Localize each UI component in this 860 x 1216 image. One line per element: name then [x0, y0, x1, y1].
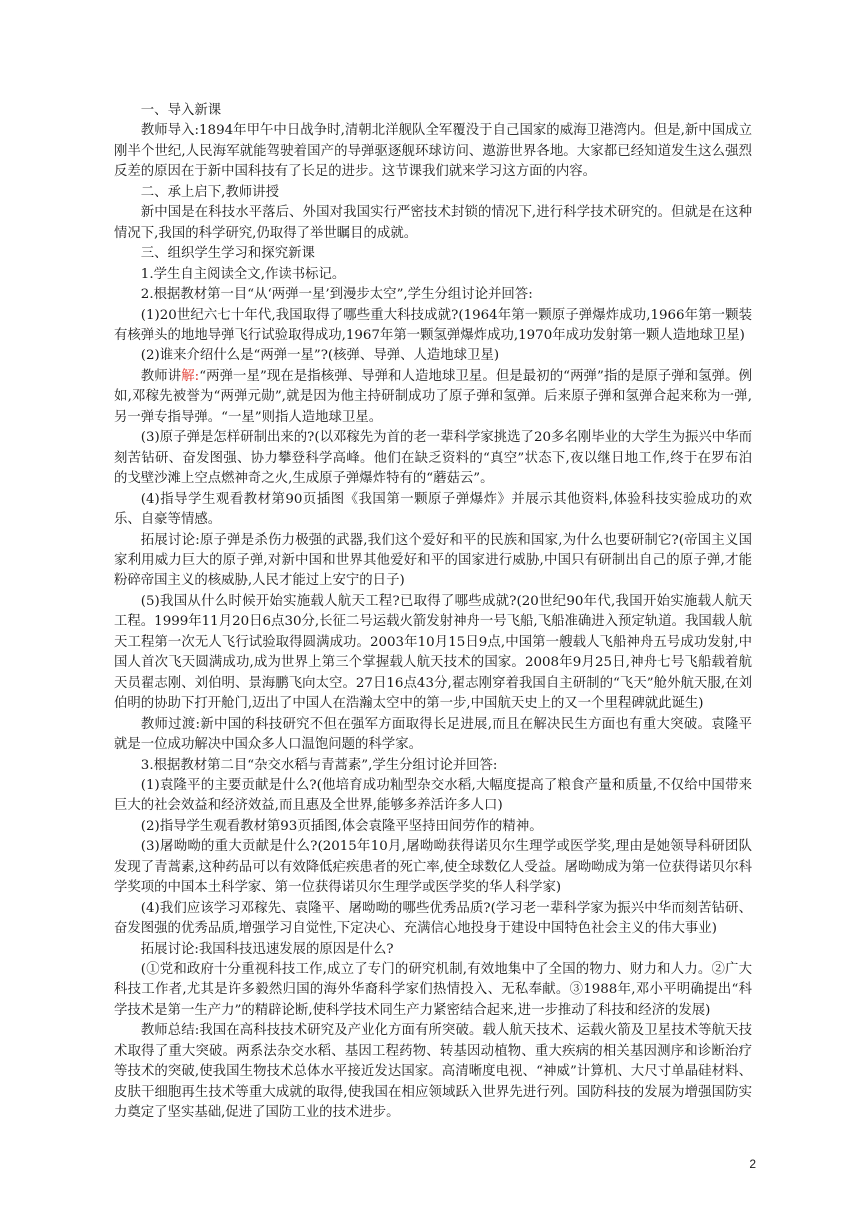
section-heading-transition: 二、承上启下,教师讲授: [140, 184, 279, 200]
extended-discussion-1: 拓展讨论:原子弹是杀伤力极强的武器,我们这个爱好和平的民族和国家,为什么也要研制它?(帝国主义国家利用威力巨大的原子弹,对新中国和世界其他爱好和平的国家进行威胁,中国只有研制出自己的原子弹,才能粉碎帝国主义的核威胁,人民才能过上安宁的日子): [114, 532, 752, 589]
section-heading-intro: 一、导入新课: [140, 103, 222, 118]
page-number: 2: [749, 1157, 756, 1171]
question-3-3: (3)屠呦呦的重大贡献是什么?(2015年10月,屠呦呦获得诺贝尔生理学或医学奖,理由是她领导科研团队发现了青蒿素,这种药品可以有效降低疟疾患者的死亡率,使全球数亿人受益。屠呦呦成为第一位获得诺贝尔科学奖项的中国本土科学家、第一位获得诺贝尔生理学或医学奖的华人科学家): [114, 839, 752, 896]
section-heading-new-lesson: 三、组织学生学习和探究新课: [140, 246, 315, 262]
question-4: (4)指导学生观看教材第90页插图《我国第一颗原子弹爆炸》并展示其他资料,体验科技实验成功的欢乐、自豪等情感。: [114, 491, 752, 528]
teacher-explanation-text: “两弹一星”现在是指核弹、导弹和人造地球卫星。但是最初的“两弹”指的是原子弹和氢弹。例如,邓稼先被誉为“两弹元勋”,就是因为他主持研制成功了原子弹和氢弹。后来原子弹和氢弹合起来称为一弹,另一弹专指导弹。“一星”则指人造地球卫星。: [114, 368, 752, 425]
paragraph-teacher-intro: 教师导入:1894年甲午中日战争时,清朝北洋舰队全军覆没于自己国家的威海卫港湾内。但是,新中国成立刚半个世纪,人民海军就能驾驶着国产的导弹驱逐舰环球访问、遨游世界各地。大家都已经知道发生这么强烈反差的原因在于新中国科技有了长足的进步。这节课我们就来学习这方面的内容。: [114, 123, 752, 180]
step-3: 3.根据教材第二目“杂交水稻与青蒿素”,学生分组讨论并回答:: [140, 757, 498, 773]
question-3-4: (4)我们应该学习邓稼先、袁隆平、屠呦呦的哪些优秀品质?(学习老一辈科学家为振兴中华而刻苦钻研、奋发图强的优秀品质,增强学习自觉性,下定决心、充满信心地投身于建设中国特色社会主义的伟大事业): [114, 900, 752, 937]
question-3: (3)原子弹是怎样研制出来的?(以邓稼先为首的老一辈科学家挑选了20多名刚毕业的大学生为振兴中华而刻苦钻研、奋发图强、协力攀登科学高峰。他们在缺乏资料的“真空”状态下,夜以继日地工作,终于在罗布泊的戈壁沙滩上空点燃神奇之火,生成原子弹爆炸特有的“蘑菇云”。: [114, 430, 752, 487]
question-5: (5)我国从什么时候开始实施载人航天工程?已取得了哪些成就?(20世纪90年代,我国开始实施载人航天工程。1999年11月20日6点30分,长征二号运载火箭发射神舟一号飞船,飞船准确进入预定轨道。我国载人航天工程第一次无人飞行试验取得圆满成功。2003年10月15日9点,中国第一艘载人飞船神舟五号成功发射,中国人首次飞天圆满成功,成为世界上第三个掌握载人航天技术的国家。2008年9月25日,神舟七号飞船载着航天员翟志刚、刘伯明、景海鹏飞向太空。27日16点43分,翟志刚穿着我国自主研制的“飞天”舱外航天服,在刘伯明的协助下打开舱门,迈出了中国人在浩瀚太空中的第一步,中国航天史上的又一个里程碑就此诞生): [114, 593, 752, 712]
teacher-explanation: [114, 367, 752, 428]
extended-discussion-2: 拓展讨论:我国科技迅速发展的原因是什么?: [140, 941, 394, 957]
paragraph-transition: 新中国是在科技水平落后、外国对我国实行严密技术封锁的情况下,进行科学技术研究的。但就是在这种情况下,我国的科学研究,仍取得了举世瞩目的成就。: [114, 205, 752, 241]
lesson-body: [114, 101, 752, 1124]
teacher-transition: 教师过渡:新中国的科技研究不但在强军方面取得长足进展,而且在解决民生方面也有重大突破。袁隆平就是一位成功解决中国众多人口温饱问题的科学家。: [114, 716, 752, 753]
teacher-explanation-label: 教师讲: [140, 368, 182, 384]
question-2: (2)谁来介绍什么是“两弹一星”?(核弹、导弹、人造地球卫星): [140, 348, 500, 364]
question-3-2: (2)指导学生观看教材第93页插图,体会袁隆平坚持田间劳作的精神。: [140, 818, 543, 834]
question-3-1: (1)袁隆平的主要贡献是什么?(他培育成功籼型杂交水稻,大幅度提高了粮食产量和质量,不仅给中国带来巨大的社会效益和经济效益,而且惠及全世界,能够多养活许多人口): [114, 777, 752, 814]
discussion-answer: (①党和政府十分重视科技工作,成立了专门的研究机制,有效地集中了全国的物力、财力和人力。②广大科技工作者,尤其是许多毅然归国的海外华裔科学家们热情投入、无私奉献。③1988年,邓小平明确提出“科学技术是第一生产力”的精辟论断,使科学技术同生产力紧密结合起来,进一步推动了科技和经济的发展): [114, 962, 752, 1018]
step-1: 1.学生自主阅读全文,作读书标记。: [140, 266, 346, 282]
question-1: (1)20世纪六七十年代,我国取得了哪些重大科技成就?(1964年第一颗原子弹爆炸成功,1966年第一颗装有核弹头的地地导弹飞行试验取得成功,1967年第一颗氢弹爆炸成功,1970年成功发射第一颗人造地球卫星): [114, 307, 752, 343]
teacher-summary: 教师总结:我国在高科技技术研究及产业化方面有所突破。载人航天技术、运载火箭及卫星技术等航天技术取得了重大突破。两系法杂交水稻、基因工程药物、转基因动植物、重大疾病的相关基因测序和诊断治疗等技术的突破,使我国生物技术总体水平接近发达国家。高清晰度电视、“神威”计算机、大尺寸单晶硅材料、皮肤干细胞再生技术等重大成就的取得,使我国在相应领域跃入世界先进行列。国防科技的发展为增强国防实力奠定了坚实基础,促进了国防工业的技术进步。: [114, 1023, 752, 1121]
teacher-explanation-highlight: 解:: [181, 368, 200, 384]
step-2: 2.根据教材第一目“从‘两弹一星’到漫步太空”,学生分组讨论并回答:: [140, 287, 533, 303]
